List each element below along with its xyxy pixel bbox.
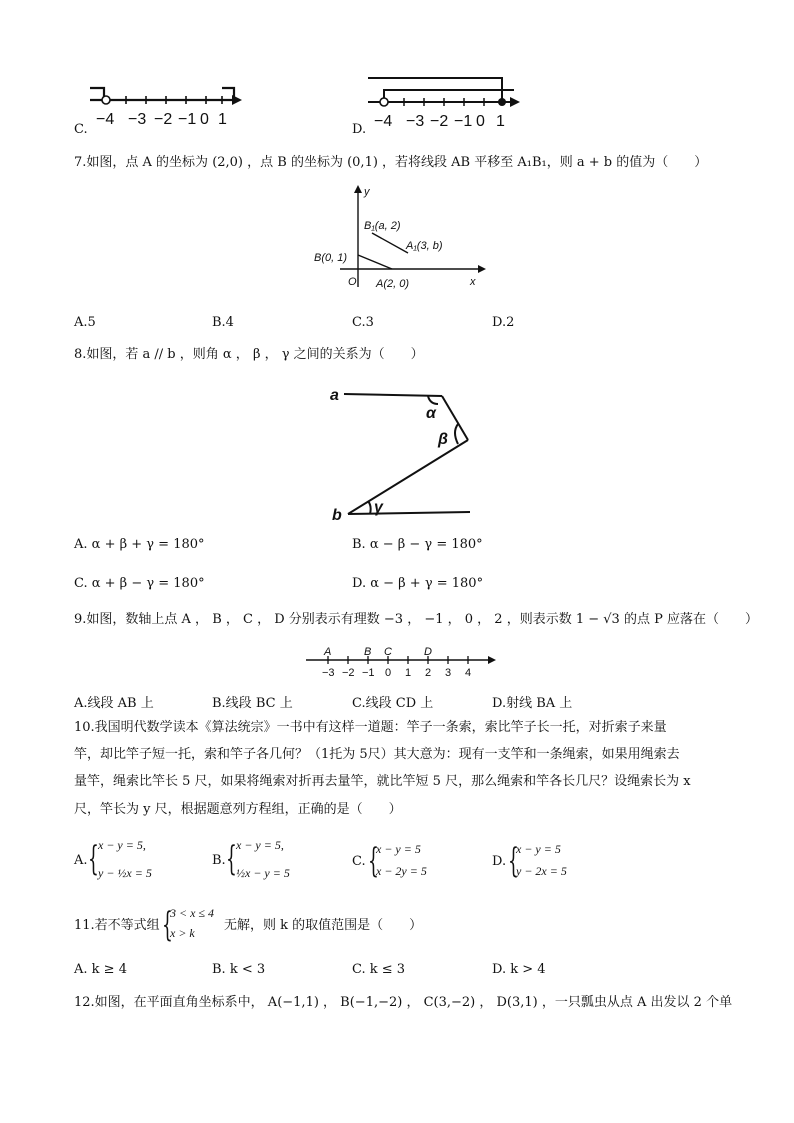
q8-alpha-label: α — [426, 405, 436, 422]
q9-tick-4: 1 — [405, 667, 412, 679]
q10-option-c-eq2: x − 2y = 5 — [376, 864, 427, 878]
q6-option-c-label: C. — [74, 122, 88, 137]
q6d-tick-5: 1 — [496, 113, 505, 130]
q8-parallel-lines-figure — [326, 382, 476, 522]
q6d-tick-2: −2 — [430, 113, 449, 130]
q10-option-b-label: B. — [212, 853, 226, 868]
q10-option-d-label: D. — [492, 854, 507, 869]
q8-line-a-label: a — [330, 387, 339, 404]
q6-option-c-number-line — [86, 84, 246, 130]
q11-option-d[interactable]: D. k > 4 — [492, 962, 546, 977]
q7-option-d[interactable]: D.2 — [492, 315, 515, 330]
q9-tick-6: 3 — [445, 667, 452, 679]
q9-tick-2: −1 — [362, 667, 375, 679]
q11-stem-suffix: 无解，则 k 的取值范围是（ ） — [224, 918, 423, 933]
q8-gamma-label: γ — [374, 499, 383, 516]
q8-option-c[interactable]: C. α + β − γ = 180° — [74, 576, 205, 591]
q6c-tick-5: 1 — [218, 111, 227, 128]
q6d-tick-3: −1 — [454, 113, 473, 130]
q9-point-d: D — [424, 646, 432, 658]
q8-option-b[interactable]: B. α − β − γ = 180° — [352, 537, 483, 552]
q7-option-c[interactable]: C.3 — [352, 315, 374, 330]
q9-option-d[interactable]: D.射线 BA 上 — [492, 696, 573, 711]
q10-option-d-eq1: x − y = 5 — [516, 842, 561, 856]
q11-option-c[interactable]: C. k ≤ 3 — [352, 962, 406, 977]
q7-origin-label: O — [348, 276, 357, 288]
q10-option-c-brace: { — [368, 841, 379, 881]
q10-option-b-eq1: x − y = 5, — [236, 838, 284, 852]
q11-option-a[interactable]: A. k ≥ 4 — [74, 962, 127, 977]
q12-stem: 12.如图，在平面直角坐标系中， A(−1,1) ， B(−1,−2) ， C(3,−2) ， D(3,1) ，一只瓢虫从点 A 出发以 2 个单 — [74, 995, 733, 1010]
q9-option-b[interactable]: B.线段 BC 上 — [212, 696, 293, 711]
q10-option-b-eq2: ½x − y = 5 — [236, 866, 290, 880]
q7-coordinate-figure — [310, 183, 490, 295]
q10-option-c-label: C. — [352, 854, 366, 869]
q9-point-b: B — [364, 646, 372, 658]
q7-a1-label: A₁(3, b) — [406, 240, 443, 252]
q11-stem-prefix: 11.若不等式组 — [74, 918, 160, 933]
q10-option-a-eq2: y − ½x = 5 — [98, 866, 152, 880]
q10-option-b-brace: { — [226, 839, 237, 879]
q11-ineq-2: x > k — [170, 926, 195, 940]
q9-tick-3: 0 — [385, 667, 392, 679]
q9-number-line-figure — [300, 642, 500, 682]
q7-stem: 7.如图，点 A 的坐标为 (2,0) ，点 B 的坐标为 (0,1) ，若将线段 AB 平移至 A₁B₁，则 a + b 的值为（ ） — [74, 155, 708, 170]
q10-option-a-brace: { — [88, 839, 99, 879]
q9-point-a: A — [324, 646, 332, 658]
q6-option-d-number-line — [364, 66, 524, 132]
q9-option-c[interactable]: C.线段 CD 上 — [352, 696, 434, 711]
q7-b-label: B(0, 1) — [314, 252, 348, 264]
q8-stem: 8.如图，若 a // b ，则角 α ， β ， γ 之间的关系为（ ） — [74, 347, 424, 362]
q10-option-a[interactable] — [74, 836, 194, 886]
q6c-tick-3: −1 — [178, 111, 197, 128]
q10-option-c-eq1: x − y = 5 — [376, 842, 421, 856]
q9-stem: 9.如图，数轴上点 A ， B ， C ， D 分别表示有理数 −3 ， −1 ， 0 ， 2 ，则表示数 1 − √3 的点 P 应落在（ ） — [74, 612, 758, 627]
q10-stem-line-1: 10.我国明代数学读本《算法统宗》一书中有这样一道题：竿子一条索，索比竿子长一托，对折索子来量 — [74, 720, 667, 735]
q8-beta-label: β — [438, 431, 448, 448]
q9-point-c: C — [384, 646, 392, 658]
q7-b1-label: B₁(a, 2) — [364, 220, 401, 232]
q7-option-b[interactable]: B.4 — [212, 315, 234, 330]
q9-tick-7: 4 — [465, 667, 472, 679]
q8-option-a[interactable]: A. α + β + γ = 180° — [74, 537, 205, 552]
q10-option-a-label: A. — [74, 853, 88, 868]
q8-line-b-label: b — [332, 507, 342, 522]
q11-option-b[interactable]: B. k < 3 — [212, 962, 266, 977]
q7-a-label: A(2, 0) — [376, 278, 410, 290]
q9-tick-1: −2 — [342, 667, 355, 679]
q10-stem-line-3: 量竿，绳索比竿长 5 尺，如果将绳索对折再去量竿，就比竿短 5 尺，那么绳索和竿各长几尺？设绳索长为 x — [74, 774, 691, 789]
q10-option-a-eq1: x − y = 5, — [98, 838, 146, 852]
q9-tick-5: 2 — [425, 667, 432, 679]
q6c-tick-2: −2 — [154, 111, 173, 128]
q10-option-d[interactable] — [492, 840, 612, 886]
q6c-tick-1: −3 — [128, 111, 147, 128]
q6c-tick-0: −4 — [96, 111, 115, 128]
q8-option-d[interactable]: D. α − β + γ = 180° — [352, 576, 484, 591]
q6c-tick-4: 0 — [200, 111, 209, 128]
q10-option-c[interactable] — [352, 840, 472, 886]
q6-option-d-label: D. — [352, 122, 367, 137]
q10-stem-line-2: 竿，却比竿子短一托，索和竿子各几何？（1托为 5尺）其大意为：现有一支竿和一条绳索，如果用绳索去 — [74, 747, 680, 762]
q11-stem — [74, 906, 474, 946]
q7-x-axis-label: x — [470, 276, 476, 288]
q6d-tick-4: 0 — [476, 113, 485, 130]
q9-tick-0: −3 — [322, 667, 335, 679]
q10-option-d-eq2: y − 2x = 5 — [516, 864, 567, 878]
q10-option-d-brace: { — [508, 841, 519, 881]
q7-option-a[interactable]: A.5 — [74, 315, 96, 330]
q6d-tick-0: −4 — [374, 113, 393, 130]
q10-option-b[interactable] — [212, 836, 332, 886]
q7-y-axis-label: y — [364, 186, 370, 198]
q11-ineq-1: 3 < x ≤ 4 — [170, 906, 215, 920]
q9-option-a[interactable]: A.线段 AB 上 — [74, 696, 154, 711]
q6d-tick-1: −3 — [406, 113, 425, 130]
q10-stem-line-4: 尺，竿长为 y 尺，根据题意列方程组，正确的是（ ） — [74, 802, 402, 817]
q11-brace: { — [162, 905, 173, 945]
